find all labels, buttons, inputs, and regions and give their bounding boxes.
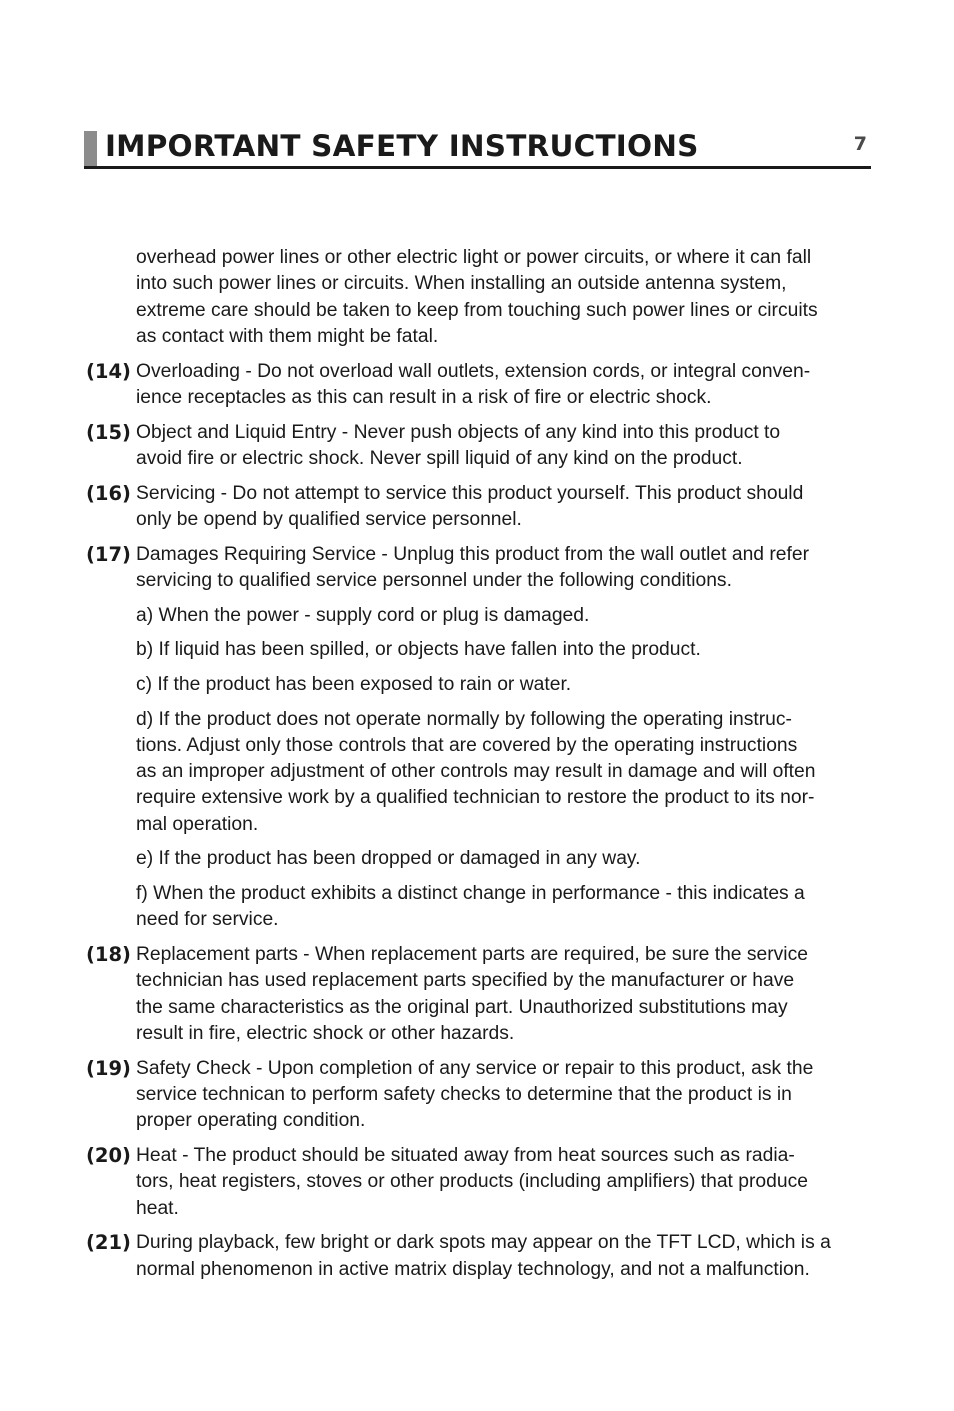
instruction-paragraph xyxy=(136,846,866,872)
text-line: Safety Check - Upon completion of any service or repair to this product, ask the xyxy=(136,1057,814,1079)
text-line: f) When the product exhibits a distinct change in performance - this indicates a xyxy=(136,883,805,905)
text-line: servicing to qualified service personnel under the following conditions. xyxy=(136,569,732,591)
item-number: (21) xyxy=(86,1231,131,1255)
item-number: (18) xyxy=(86,943,131,967)
instruction-paragraph xyxy=(136,603,866,629)
item-number: (17) xyxy=(86,542,131,566)
text-line: Heat - The product should be situated away from heat sources such as radia- xyxy=(136,1144,795,1166)
item-number: (19) xyxy=(86,1056,131,1080)
text-line: as contact with them might be fatal. xyxy=(136,325,439,347)
text-line: tors, heat registers, stoves or other products (including amplifiers) that produce xyxy=(136,1171,808,1193)
text-line: Object and Liquid Entry - Never push objects of any kind into this product to xyxy=(136,421,781,443)
text-line: b) If liquid has been spilled, or objects have fallen into the product. xyxy=(136,639,701,661)
instruction-paragraph xyxy=(86,359,866,412)
text-line: result in fire, electric shock or other hazards. xyxy=(136,1023,515,1045)
instruction-paragraph xyxy=(86,1143,866,1222)
text-line: Damages Requiring Service - Unplug this product from the wall outlet and refer xyxy=(136,543,810,565)
instruction-paragraph xyxy=(86,542,866,595)
item-number: (16) xyxy=(86,481,131,505)
text-line: e) If the product has been dropped or damaged in any way. xyxy=(136,848,641,870)
item-number: (20) xyxy=(86,1143,131,1167)
text-line: as an improper adjustment of other controls may result in damage and will often xyxy=(136,761,816,783)
text-line: a) When the power - supply cord or plug is damaged. xyxy=(136,604,590,626)
instruction-paragraph xyxy=(86,420,866,473)
text-line: During playback, few bright or dark spots may appear on the TFT LCD, which is a xyxy=(136,1232,831,1254)
page-number: 7 xyxy=(853,133,867,155)
text-line: normal phenomenon in active matrix display technology, and not a malfunction. xyxy=(136,1258,810,1280)
text-line: avoid fire or electric shock. Never spill liquid of any kind on the product. xyxy=(136,447,743,469)
text-line: mal operation. xyxy=(136,813,259,835)
instruction-paragraph xyxy=(86,942,866,1047)
instruction-paragraph xyxy=(136,707,866,838)
instruction-paragraph xyxy=(86,1230,866,1283)
text-line: ience receptacles as this can result in a risk of fire or electric shock. xyxy=(136,386,712,408)
instruction-paragraph xyxy=(136,245,866,350)
text-line: c) If the product has been exposed to rain or water. xyxy=(136,673,572,695)
item-number: (14) xyxy=(86,359,131,383)
item-number: (15) xyxy=(86,420,131,444)
instruction-paragraph xyxy=(86,481,866,534)
text-line: require extensive work by a qualified technician to restore the product to its nor- xyxy=(136,787,815,809)
text-line: Servicing - Do not attempt to service this product yourself. This product should xyxy=(136,482,804,504)
instruction-paragraph xyxy=(136,672,866,698)
text-line: extreme care should be taken to keep from touching such power lines or circuits xyxy=(136,299,818,321)
instruction-paragraph xyxy=(136,881,866,934)
text-line: overhead power lines or other electric light or power circuits, or where it can fall xyxy=(136,247,812,268)
instruction-paragraph xyxy=(136,637,866,663)
text-line: d) If the product does not operate normally by following the operating instruc- xyxy=(136,708,792,730)
text-line: need for service. xyxy=(136,909,279,931)
header-accent-bar xyxy=(84,131,97,166)
page-header xyxy=(84,128,871,169)
instruction-paragraph xyxy=(86,1056,866,1135)
text-line: proper operating condition. xyxy=(136,1110,366,1132)
text-line: Replacement parts - When replacement parts are required, be sure the service xyxy=(136,944,808,966)
text-line: technician has used replacement parts specified by the manufacturer or have xyxy=(136,970,795,992)
text-line: into such power lines or circuits. When installing an outside antenna system, xyxy=(136,273,787,295)
text-line: tions. Adjust only those controls that are covered by the operating instructions xyxy=(136,734,798,756)
text-line: Overloading - Do not overload wall outlets, extension cords, or integral conven- xyxy=(136,360,811,382)
page-title: IMPORTANT SAFETY INSTRUCTIONS xyxy=(105,129,699,163)
text-line: the same characteristics as the original part. Unauthorized substitutions may xyxy=(136,996,788,1018)
text-line: only be opend by qualified service personnel. xyxy=(136,508,522,530)
text-line: service technican to perform safety checks to determine that the product is in xyxy=(136,1084,792,1105)
text-line: heat. xyxy=(136,1197,179,1219)
instructions-body xyxy=(0,245,954,1291)
